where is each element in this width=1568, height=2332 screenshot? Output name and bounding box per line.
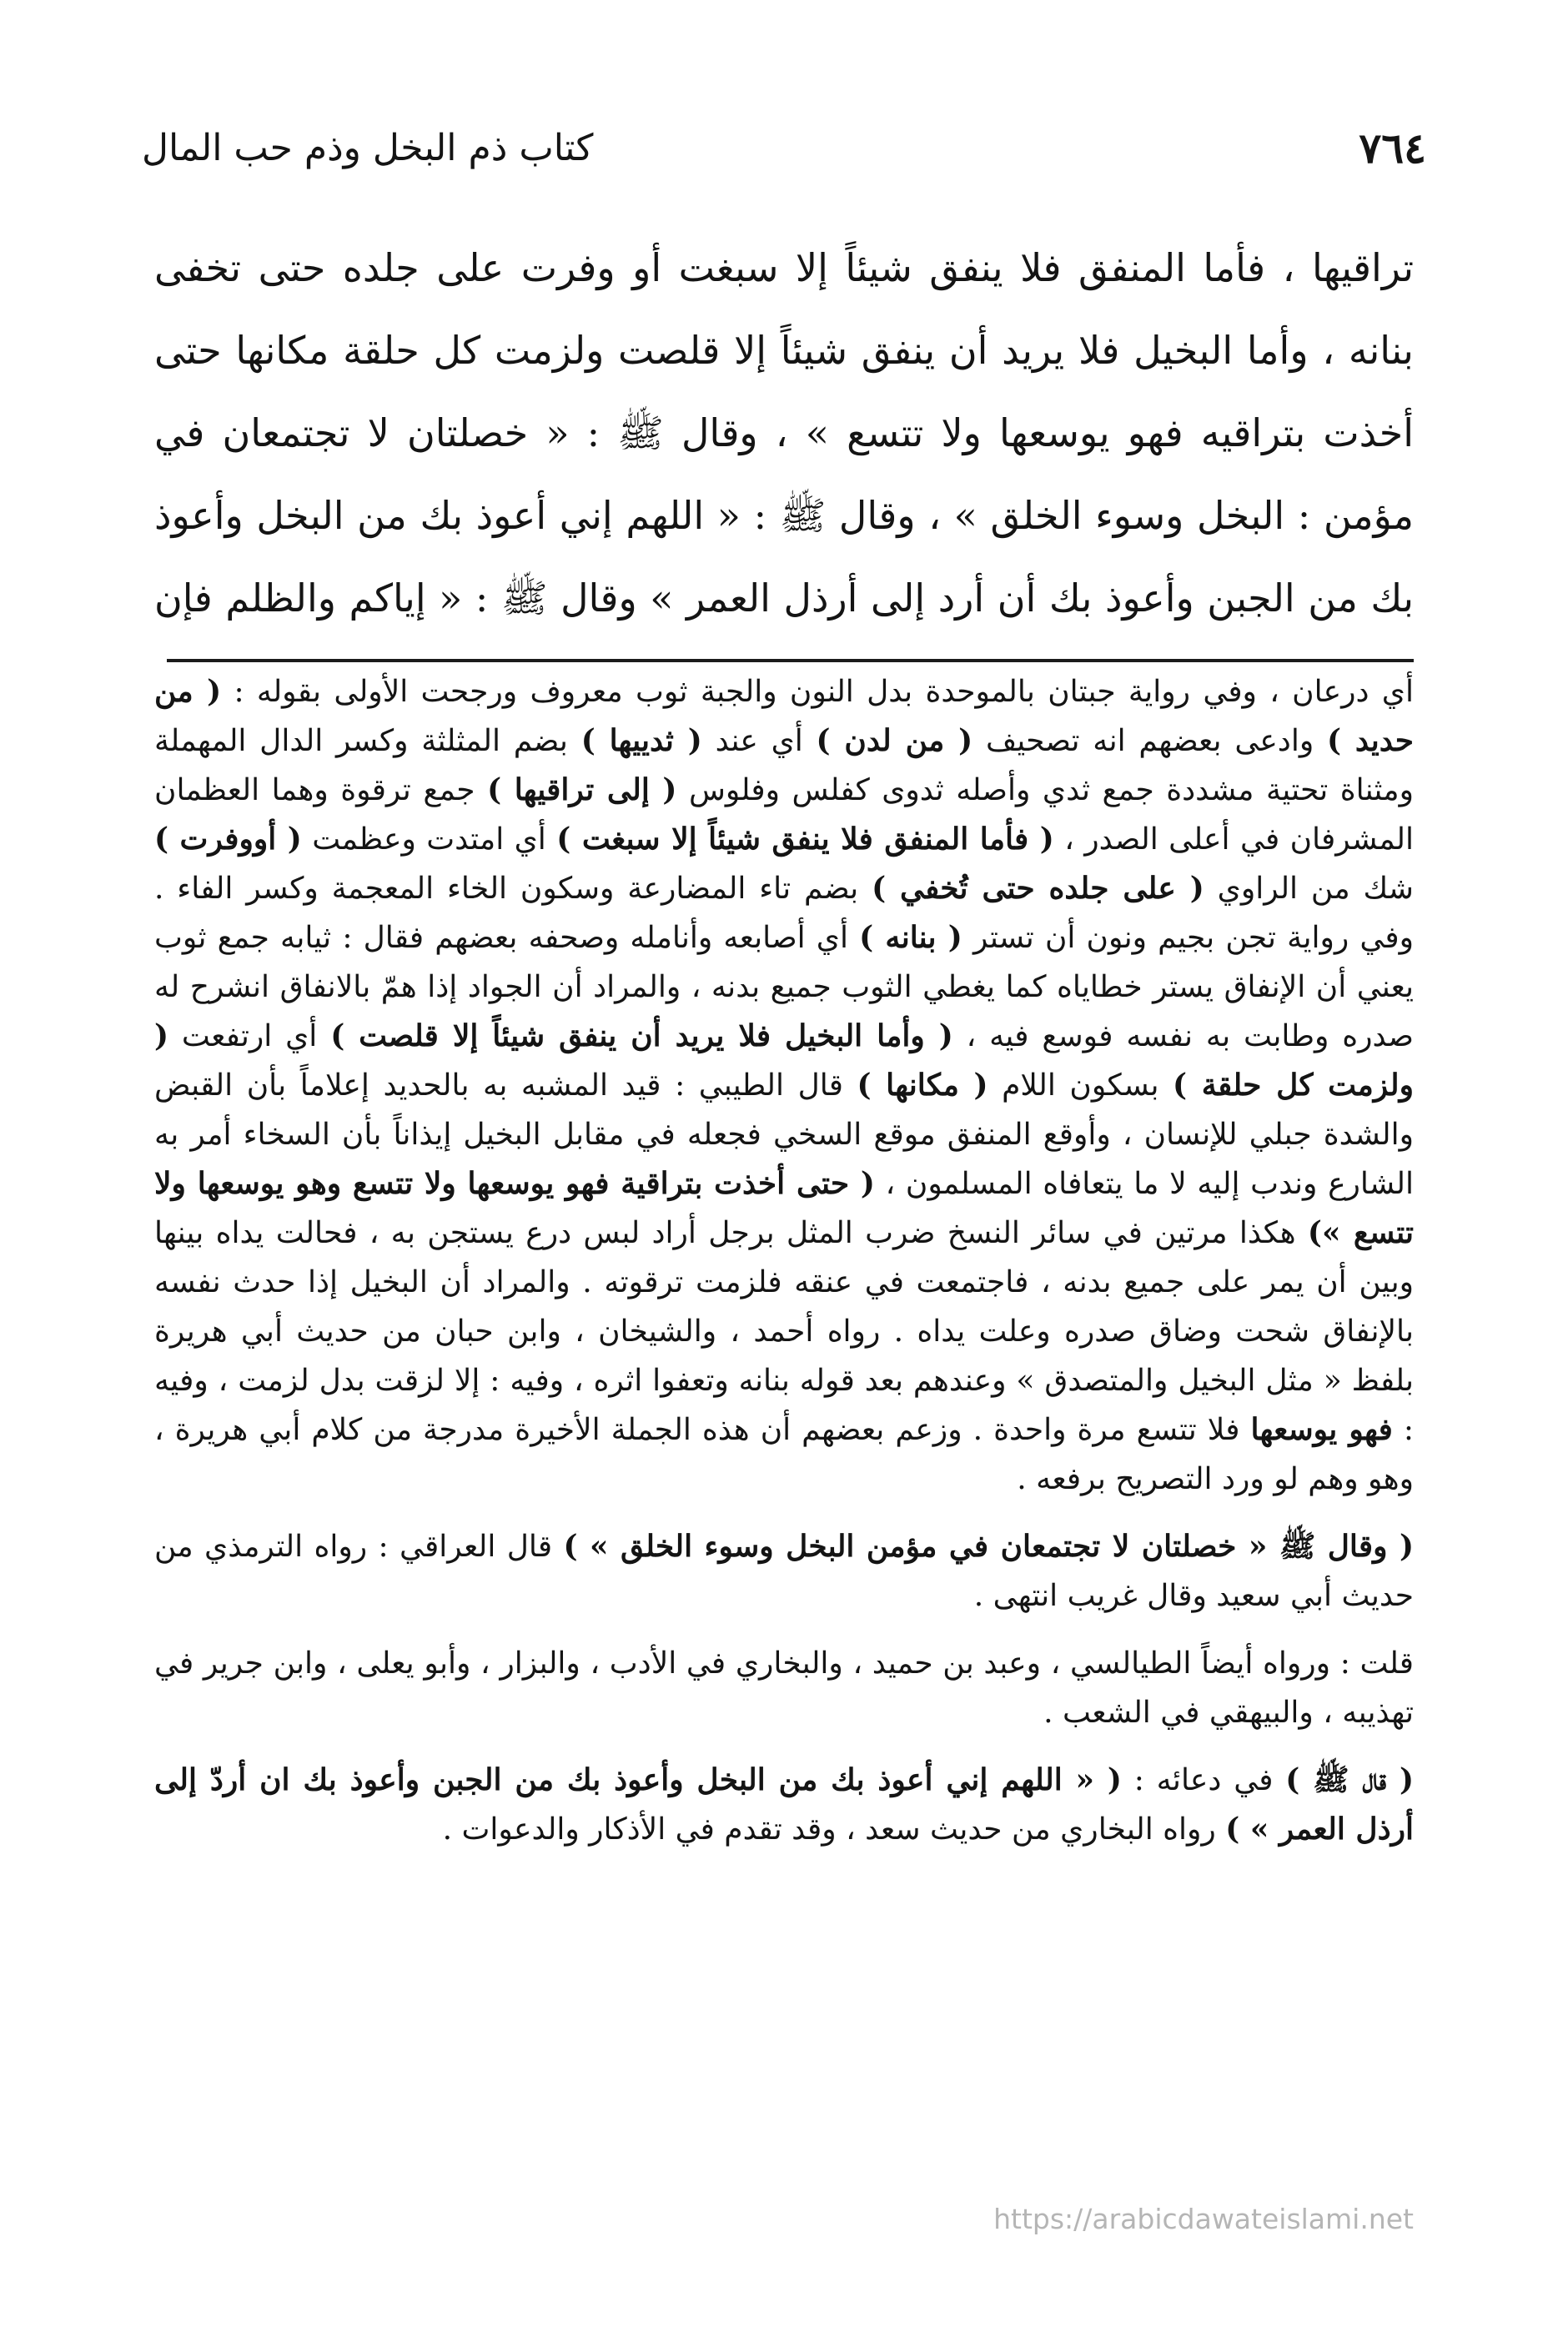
- commentary-text: أي ارتفعت: [181, 1019, 318, 1053]
- commentary-text: قلت : ورواه أيضاً الطيالسي ، وعبد بن حميد ، والبخاري في الأدب ، والبزار ، وأبو يعلى ، وابن جرير في تهذيبه ، والبيهقي في الشعب .: [154, 1646, 1414, 1730]
- quoted-phrase: ( من لدن ): [816, 723, 973, 758]
- quoted-phrase: ( أووفرت ): [154, 822, 302, 857]
- commentary-text: أي امتدت وعظمت: [312, 822, 546, 857]
- quoted-phrase: ( وقال ﷺ « خصلتان لا تجتمعان في مؤمن البخل وسوء الخلق » ): [563, 1529, 1414, 1564]
- commentary-text: أي درعان ، وفي رواية جبتان بالموحدة بدل النون والجبة ثوب معروف ورجحت الأولى بقوله :: [234, 675, 1414, 709]
- commentary-paragraph-4: [154, 1756, 1414, 1854]
- page-number: ٧٦٤: [1359, 123, 1426, 173]
- commentary-paragraph-3: [154, 1639, 1414, 1737]
- commentary-paragraph-1: [154, 667, 1414, 1504]
- quoted-phrase: فهو يوسعها: [1250, 1412, 1393, 1447]
- commentary: [154, 667, 1414, 2185]
- commentary-text: في دعائه :: [1133, 1763, 1274, 1797]
- commentary-text: شك من الراوي: [1217, 872, 1414, 906]
- quoted-phrase: ( إلى تراقيها ): [487, 772, 677, 807]
- quoted-phrase: ( من حديد ): [154, 674, 1414, 758]
- commentary-text: أي أصابعه وأنامله وصحفه بعضهم فقال : ثيابه جمع ثوب يعني أن الإنفاق يستر خطاياه كما يغطي الثوب جميع بدنه ، والمراد أن الجواد إذا همّ بالانفاق انشرح له صدره وطابت به نفسه فوسع فيه ،: [154, 921, 1414, 1053]
- commentary-text: وادعى بعضهم انه تصحيف: [985, 724, 1314, 758]
- commentary-text: أي عند: [715, 724, 803, 758]
- commentary-text: رواه البخاري من حديث سعد ، وقد تقدم في الأذكار والدعوات .: [442, 1812, 1216, 1847]
- quoted-phrase: ( ثدييها ): [580, 723, 702, 758]
- quoted-phrase: ( على جلده حتى تُخفي ): [872, 871, 1204, 906]
- commentary-text: بسكون اللام: [1002, 1068, 1159, 1103]
- commentary-text: فلا تتسع مرة واحدة . وزعم بعضهم أن هذه الجملة الأخيرة مدرجة من كلام أبي هريرة ، وهو وهم لو ورد التصريح برفعه .: [154, 1413, 1414, 1496]
- quoted-phrase: ( مكانها ): [857, 1068, 988, 1103]
- quoted-phrase: ( وأما البخيل فلا يريد أن ينفق شيئاً إلا قلصت ): [330, 1018, 953, 1053]
- commentary-text: جمع ترقوة وهما العظمان المشرفان في أعلى الصدر ،: [154, 773, 1414, 857]
- commentary-text: بضم المثلثة وكسر الدال المهملة ومثناة تحتية مشددة جمع ثدي وأصله ثدوى كفلس وفلوس: [154, 724, 1414, 807]
- commentary-text: بضم تاء المضارعة وسكون الخاء المعجمة وكسر الفاء . وفي رواية تجن بجيم ونون أن تستر: [154, 872, 1414, 955]
- quoted-phrase: ( بنانه ): [859, 920, 962, 955]
- main-text: تراقيها ، فأما المنفق فلا ينفق شيئاً إلا سبغت أو وفرت على جلده حتى تخفى بنانه ، وأما البخيل فلا يريد أن ينفق شيئاً إلا قلصت ولزمت كل حلقة مكانها حتى أخذت بتراقيه فهو يوسعها ولا تتسع » ، وقال ﷺ : « خصلتان لا تجتمعان في مؤمن : البخل وسوء الخلق » ، وقال ﷺ : « اللهم إني أعوذ بك من البخل وأعوذ بك من الجبن وأعوذ بك أن أرد إلى أرذل العمر » وقال ﷺ : « إياكم والظلم فإن: [154, 245, 1414, 621]
- footnote-divider: [167, 659, 1414, 662]
- quoted-phrase: ( « اللهم إني أعوذ بك من البخل وأعوذ بك من الجبن وأعوذ بك ان أردّ إلى أرذل العمر » ): [154, 1762, 1414, 1847]
- quoted-phrase: ( حتى أخذت بتراقية فهو يوسعها ولا تتسع وهو يوسعها ولا تتسع »): [154, 1166, 1414, 1250]
- page-header: [142, 115, 1426, 182]
- quoted-phrase: ( فأما المنفق فلا ينفق شيئاً إلا سبغت ): [556, 822, 1054, 857]
- commentary-text: قال العراقي : رواه الترمذي من حديث أبي سعيد وقال غريب انتهى .: [154, 1530, 1414, 1613]
- commentary-text: قال الطيبي : قيد المشبه به بالحديد إعلاماً بأن القبض والشدة جبلي للإنسان ، وأوقع المنفق موقع السخي فجعله في مقابل البخيل إيذاناً بأن السخاء أمر به الشارع وندب إليه لا ما يتعافاه المسلمون ،: [154, 1068, 1414, 1201]
- commentary-text: هكذا مرتين في سائر النسخ ضرب المثل برجل أراد لبس درع يستجن به ، فحالت يداه بينها وبين أن يمر على جميع بدنه ، فاجتمعت في عنقه فلزمت ترقوته . والمراد أن البخيل إذا حدث نفسه بالإنفاق شحت وضاق صدره وعلت يداه . رواه أحمد ، والشيخان ، وابن حبان من حديث أبي هريرة بلفظ « مثل البخيل والمتصدق » وعندهم بعد قوله بنانه وتعفوا اثره ، وفيه : إلا لزقت بدل لزمت ، وفيه :: [154, 1216, 1414, 1447]
- running-title: كتاب ذم البخل وذم حب المال: [142, 127, 594, 169]
- commentary-paragraph-2: [154, 1522, 1414, 1621]
- quoted-phrase: ( ولزمت كل حلقة ): [154, 1018, 1414, 1103]
- quoted-phrase: ( قال ﷺ ): [1285, 1762, 1414, 1797]
- watermark-url: https://arabicdawateislami.net: [993, 2203, 1414, 2235]
